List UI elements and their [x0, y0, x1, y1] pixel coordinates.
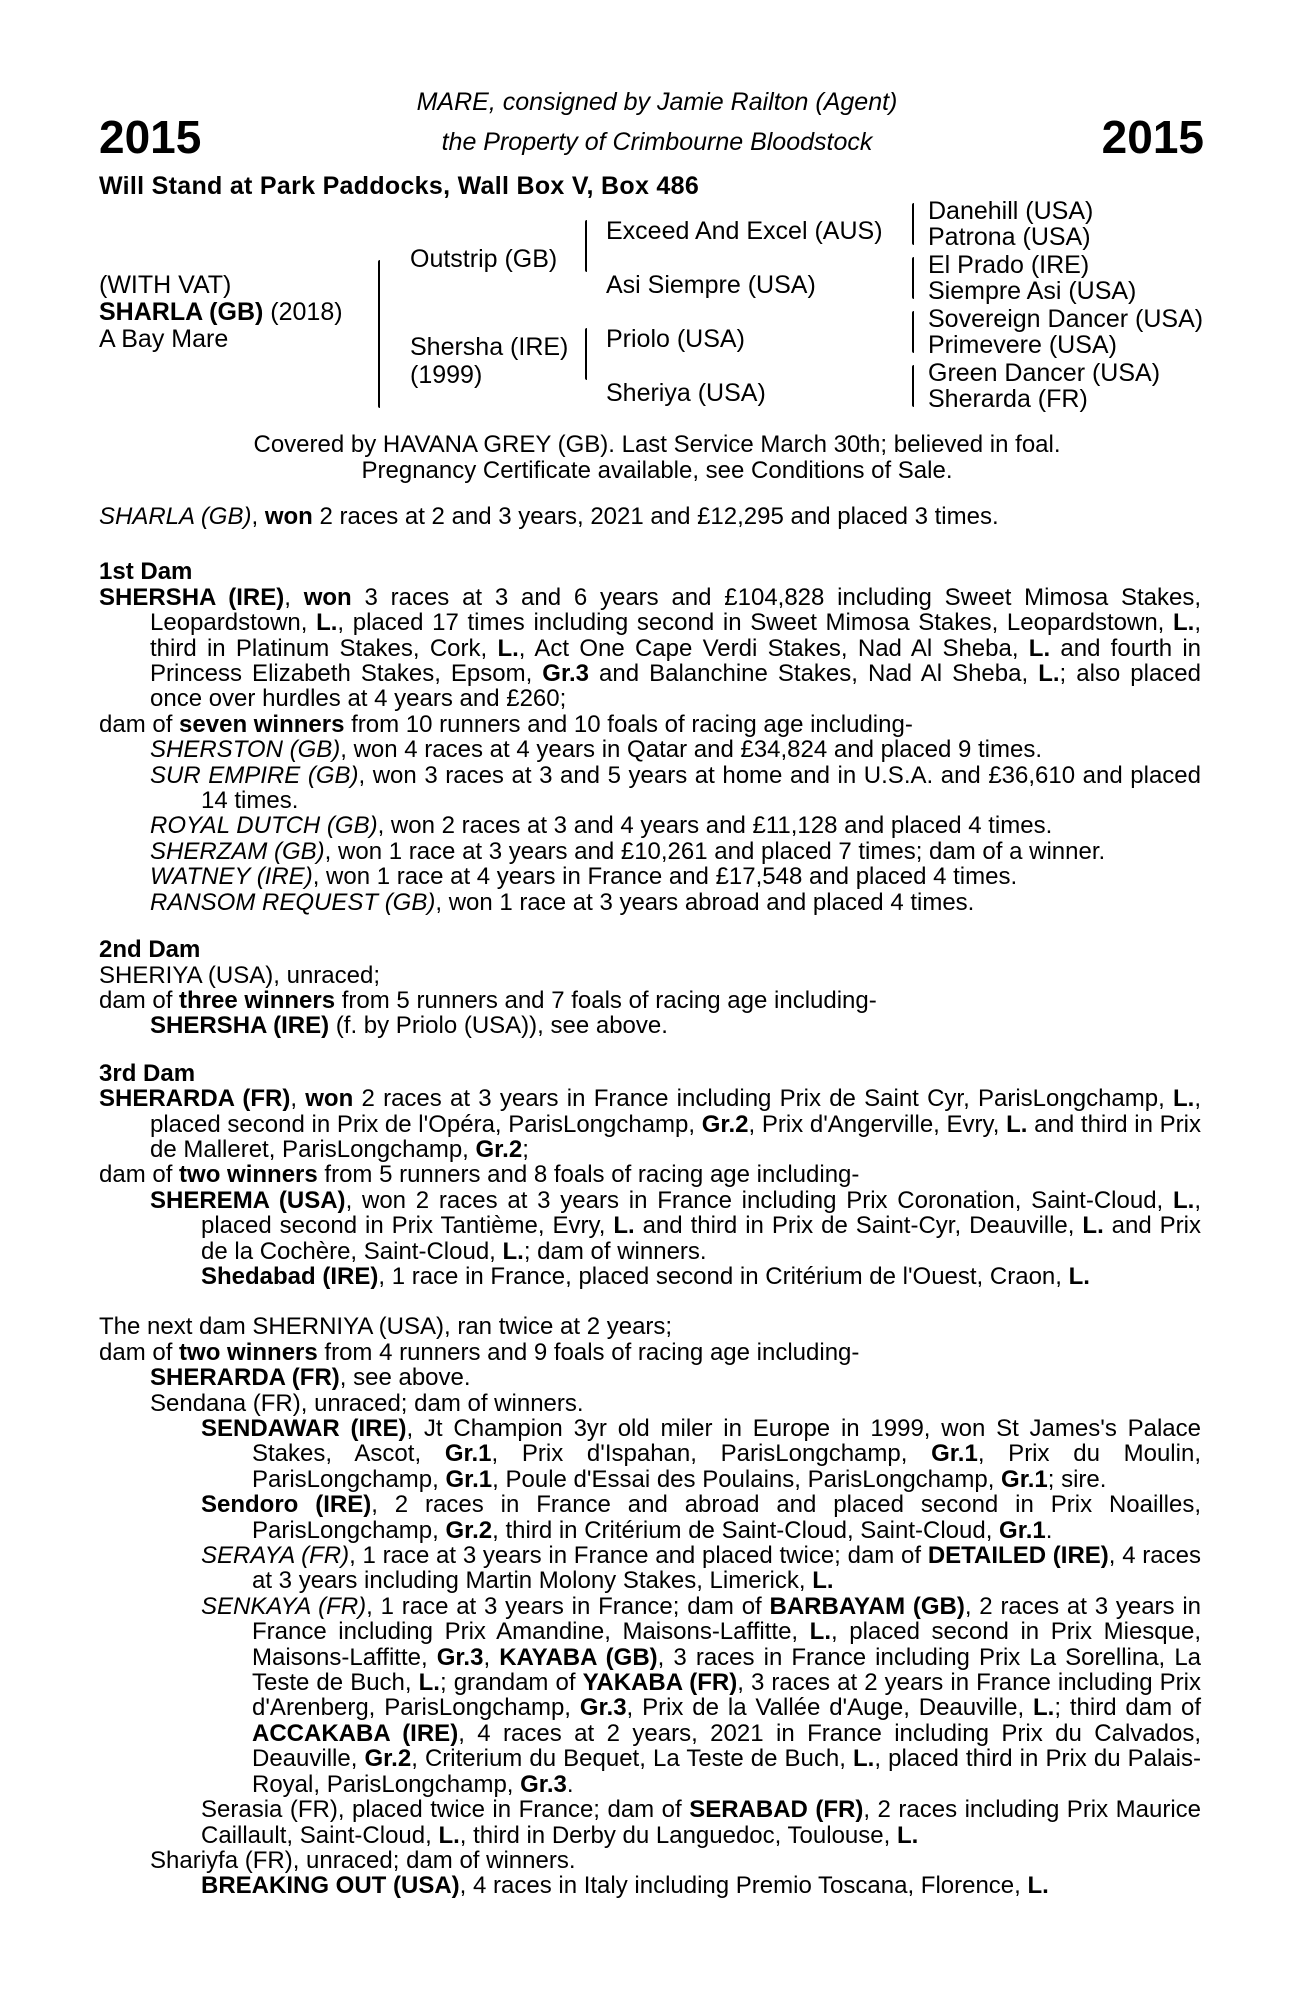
lot-number-right: 2015 — [1101, 111, 1204, 163]
group-mark: Gr.2 — [475, 1135, 523, 1163]
produce-name: SUR EMPIRE (GB) — [150, 761, 359, 789]
produce-text: , 1 race in France, placed second in Critérium de l'Ouest, Craon, — [378, 1262, 1069, 1290]
consignment-header — [0, 82, 1314, 162]
listed-mark: L. — [896, 1821, 919, 1849]
listed-mark: L. — [497, 634, 519, 662]
produce-summary-text: from 10 runners and 10 foals of racing age including- — [344, 710, 913, 738]
brace-dam — [585, 328, 587, 380]
record-text: ; — [522, 1135, 529, 1163]
record-text: , Prix d'Angerville, Evry, — [748, 1110, 1007, 1138]
pedigree-sdd: Siempre Asi (USA) — [928, 277, 1137, 305]
produce-text: and third in Prix de Saint-Cyr, Deauville, — [634, 1212, 1083, 1240]
dam-of-label: dam of — [99, 1338, 180, 1366]
pedigree-sire-dam: Asi Siempre (USA) — [606, 271, 816, 299]
pedigree-dam-year: (1999) — [410, 361, 483, 389]
produce-item — [150, 813, 1201, 838]
record-text: , Act One Cape Verdi Stakes, Nad Al Sheba, — [518, 634, 1029, 662]
group-mark: Gr.3 — [436, 1643, 484, 1671]
produce-text: , placed second in Prix Tantième, Evry, — [201, 1186, 1201, 1240]
record-text: , placed 17 times including second in Sweet Mimosa Stakes, Leopardstown, — [337, 609, 1173, 637]
group-mark: Gr.1 — [445, 1465, 493, 1493]
record-text: 3 races at 3 and 6 years and £104,828 including Sweet Mimosa Stakes, Leopardstown, — [150, 583, 1201, 637]
first-dam-won: won — [303, 583, 352, 611]
produce-text: (f. by Priolo (USA)), see above. — [329, 1012, 668, 1040]
listed-mark: L. — [812, 1567, 834, 1595]
produce-text: , 4 races in Italy including Premio Toscana, Florence, — [459, 1872, 1028, 1900]
produce-name: DETAILED (IRE) — [927, 1542, 1109, 1570]
group-mark: Gr.3 — [579, 1694, 627, 1722]
group-mark: Gr.3 — [542, 660, 589, 688]
spacer — [99, 1289, 1201, 1314]
produce-name: SHERSTON (GB) — [150, 736, 341, 764]
listed-mark: L. — [853, 1745, 875, 1773]
produce-text: . — [566, 1770, 574, 1798]
listed-mark: L. — [418, 1669, 440, 1697]
pedigree-ddd: Sherarda (FR) — [928, 385, 1088, 413]
produce-item — [150, 1797, 1201, 1848]
listed-mark: L. — [1173, 609, 1195, 637]
produce-text: , placed second in Prix Miesque, Maisons-Laffitte, — [252, 1618, 1202, 1671]
second-dam-produce-summary — [99, 988, 1201, 1013]
group-mark: Gr.2 — [445, 1516, 493, 1544]
produce-name: Shedabad (IRE) — [201, 1262, 379, 1290]
brace-ds — [912, 311, 914, 353]
pedigree-ssd: Patrona (USA) — [928, 223, 1091, 251]
third-dam-produce-summary — [99, 1162, 1201, 1187]
winners-count: two winners — [179, 1338, 318, 1366]
produce-text: , 1 race at 3 years in France; dam of — [366, 1592, 770, 1620]
pedigree-sire: Outstrip (GB) — [410, 245, 558, 273]
record-text: and third in Prix de Malleret, ParisLongchamp, — [150, 1110, 1201, 1163]
winners-count: two winners — [179, 1161, 318, 1189]
covering-note — [0, 432, 1314, 484]
record-text: 2 races at 3 years in France including Prix de Saint Cyr, ParisLongchamp, — [353, 1085, 1174, 1113]
listed-mark: L. — [1173, 1186, 1195, 1214]
horse-name: SHARLA (GB) — [99, 298, 264, 326]
produce-item — [150, 737, 1201, 762]
property-line: the Property of Crimbourne Bloodstock — [441, 128, 873, 156]
horse-year: (2018) — [263, 298, 343, 326]
produce-text: , won 4 races at 4 years in Qatar and £34,824 and placed 9 times. — [340, 736, 1043, 764]
produce-summary-text: from 5 runners and 8 foals of racing age including- — [317, 1161, 860, 1189]
brace-ss — [912, 203, 914, 245]
produce-text: , 3 races at 2 years in France including Prix d'Arenberg, ParisLongchamp, — [252, 1669, 1201, 1722]
record-text: , third in Platinum Stakes, Cork, — [150, 609, 1201, 662]
third-dam-record: SHERARDA (FR), won 2 races at 3 years in France including Prix de Saint Cyr, ParisLongchamp, L., placed second in Prix de l'Opéra, ParisLongchamp, Gr.2, Prix d'Angerville, Evry, L. and third in Prix de Malleret, ParisLongchamp, Gr.2; — [99, 1085, 1202, 1163]
group-mark: Gr.1 — [444, 1440, 492, 1468]
first-dam-heading: 1st Dam — [99, 558, 193, 586]
produce-item — [150, 1365, 1201, 1390]
listed-mark: L. — [809, 1618, 831, 1646]
produce-name: KAYABA (GB) — [499, 1643, 658, 1671]
produce-text: , 3 races in France including Prix La Sorellina, La Teste de Buch, — [252, 1643, 1202, 1697]
produce-name: BREAKING OUT (USA) — [201, 1872, 460, 1900]
produce-name: WATNEY (IRE) — [150, 863, 313, 891]
third-dam-heading: 3rd Dam — [99, 1059, 196, 1087]
produce-item: Shariyfa (FR), unraced; dam of winners. — [150, 1846, 576, 1874]
listed-mark: L. — [1033, 1694, 1055, 1722]
produce-text: ; sire. — [1047, 1465, 1107, 1493]
first-dam-produce-summary — [99, 712, 1201, 737]
produce-name: SENDAWAR (IRE) — [201, 1415, 407, 1442]
produce-text: . — [1045, 1516, 1053, 1544]
second-dam-heading: 2nd Dam — [99, 936, 201, 964]
produce-item — [150, 1188, 1201, 1264]
listed-mark: L. — [502, 1237, 524, 1265]
produce-text: , 2 races in France and abroad and placed second in Prix Noailles, ParisLongchamp, — [252, 1491, 1202, 1544]
third-dam-won: won — [305, 1085, 354, 1113]
pedigree-sire-sire: Exceed And Excel (AUS) — [606, 217, 883, 245]
racing-summary: SHARLA (GB), won 2 races at 2 and 3 years, 2021 and £12,295 and placed 3 times. — [99, 503, 999, 530]
produce-text: , Prix d'Ispahan, ParisLongchamp, — [491, 1440, 932, 1468]
next-dam-record: The next dam SHERNIYA (USA), ran twice at 2 years; — [99, 1313, 673, 1341]
produce-text: and Prix de la Cochère, Saint-Cloud, — [201, 1212, 1202, 1265]
first-dam-name: SHERSHA (IRE) — [99, 583, 285, 611]
produce-item — [201, 1492, 1201, 1543]
produce-name: SHERSHA (IRE) — [150, 1012, 330, 1040]
produce-name: RANSOM REQUEST (GB) — [150, 888, 436, 916]
produce-text: ; grandam of — [439, 1669, 583, 1697]
produce-name: SHERZAM (GB) — [150, 837, 325, 865]
summary-name: SHARLA (GB) — [99, 503, 252, 530]
produce-name: ROYAL DUTCH (GB) — [150, 812, 378, 840]
listed-mark: L. — [1068, 1262, 1090, 1290]
brace-sd — [912, 257, 914, 299]
produce-name: BARBAYAM (GB) — [769, 1592, 965, 1620]
brace-dd — [912, 365, 914, 407]
pedigree-sss: Danehill (USA) — [928, 197, 1094, 225]
group-mark: Gr.1 — [931, 1440, 978, 1468]
produce-text: , Prix du Moulin, ParisLongchamp, — [252, 1440, 1201, 1493]
dam-of-label: dam of — [99, 1161, 180, 1189]
group-mark: Gr.2 — [701, 1110, 749, 1138]
produce-text: , third in Critérium de Saint-Cloud, Saint-Cloud, — [492, 1516, 1000, 1544]
pedigree-dsd: Primevere (USA) — [928, 331, 1117, 359]
produce-text: , Jt Champion 3yr old miler in Europe in 1999, won St James's Palace Stakes, Ascot, — [252, 1415, 1201, 1468]
pedigree-body — [99, 504, 1201, 1899]
produce-name: SHEREMA (USA) — [150, 1186, 346, 1214]
lot-number-left: 2015 — [99, 111, 202, 163]
produce-name: ACCAKABA (IRE) — [252, 1719, 459, 1747]
produce-text: , won 3 races at 3 and 5 years at home and in U.S.A. and £36,610 and placed 14 times. — [201, 761, 1201, 815]
produce-name: SERAYA (FR) — [201, 1542, 350, 1570]
listed-mark: L. — [1082, 1212, 1104, 1240]
produce-item — [201, 1416, 1201, 1492]
produce-text: , 4 races at 2 years, 2021 in France including Prix du Calvados, Deauville, — [252, 1719, 1201, 1773]
pedigree-dam-dam: Sheriya (USA) — [606, 379, 766, 407]
produce-text: , third in Derby du Languedoc, Toulouse, — [459, 1821, 897, 1849]
horse-name-line — [99, 297, 343, 327]
group-mark: Gr.3 — [520, 1770, 567, 1798]
produce-item: SENKAYA (FR), 1 race at 3 years in France; dam of BARBAYAM (GB), 2 races at 3 years in France including Prix Amandine, Maisons-Laffitte, L., placed second in Prix Miesque, Maisons-Laffitte, Gr.3, KAYABA (GB), 3 races in France including Prix La Sorellina, La Teste de Buch, L.; grandam of YAKABA (FR), 3 races at 2 years in France including Prix d'Arenberg, ParisLongchamp, Gr.3, Prix de la Vallée d'Auge, Deauville, L.; third dam of ACCAKABA (IRE), 4 races at 2 years, 2021 in France including Prix du Calvados, Deauville, Gr.2, Criterium du Bequet, La Teste de Buch, L., placed third in Prix du Palais-Royal, ParisLongchamp, Gr.3. — [201, 1592, 1202, 1798]
produce-text: , won 2 races at 3 and 4 years and £11,128 and placed 4 times. — [377, 812, 1053, 840]
record-text: ; also placed once over hurdles at 4 years and £260; — [150, 660, 1201, 713]
record-text: and Balanchine Stakes, Nad Al Sheba, — [589, 660, 1039, 688]
winners-count: three winners — [179, 986, 336, 1014]
produce-summary-text: from 5 runners and 7 foals of racing age including- — [335, 986, 877, 1014]
brace-sire — [585, 220, 587, 272]
consignment-line: MARE, consigned by Jamie Railton (Agent) — [416, 88, 898, 116]
produce-text: , won 1 race at 3 years and £10,261 and placed 7 times; dam of a winner. — [324, 837, 1106, 865]
winners-count: seven winners — [179, 710, 345, 738]
produce-item — [150, 890, 1201, 915]
listed-mark: L. — [613, 1212, 635, 1240]
group-mark: Gr.2 — [364, 1745, 412, 1773]
produce-text: , won 1 race at 4 years in France and £17,548 and placed 4 times. — [312, 863, 1018, 891]
produce-text: , see above. — [339, 1364, 471, 1392]
produce-text: , Poule d'Essai des Poulains, ParisLongchamp, — [492, 1465, 1002, 1493]
pedigree-dds: Green Dancer (USA) — [928, 359, 1161, 387]
pedigree-dam: Shersha (IRE) — [410, 333, 569, 361]
produce-name: SHERARDA (FR) — [150, 1364, 340, 1392]
produce-text: , 4 races at 3 years including Martin Molony Stakes, Limerick, — [252, 1542, 1201, 1595]
produce-item — [201, 1873, 1201, 1898]
next-dam-produce-summary — [99, 1340, 1201, 1365]
second-dam-record: SHERIYA (USA), unraced; — [99, 961, 380, 989]
produce-text: ; dam of winners. — [523, 1237, 707, 1265]
record-text: , placed second in Prix de l'Opéra, ParisLongchamp, — [150, 1085, 1202, 1138]
listed-mark: L. — [1173, 1085, 1195, 1113]
pedigree-sds: El Prado (IRE) — [928, 251, 1090, 279]
produce-summary-text: from 4 runners and 9 foals of racing age including- — [317, 1338, 860, 1366]
produce-text: , placed third in Prix du Palais-Royal, ParisLongchamp, — [252, 1745, 1202, 1798]
listed-mark: L. — [316, 609, 338, 637]
produce-text: , 1 race at 3 years in France and placed twice; dam of — [349, 1542, 928, 1570]
group-mark: Gr.1 — [999, 1516, 1046, 1544]
produce-name: SERABAD (FR) — [689, 1796, 864, 1824]
third-dam-name: SHERARDA (FR) — [99, 1085, 291, 1113]
summary-text: 2 races at 2 and 3 years, 2021 and £12,295 and placed 3 times. — [312, 503, 999, 530]
produce-text: , Criterium du Bequet, La Teste de Buch, — [411, 1745, 854, 1773]
pedigree-dam-sire: Priolo (USA) — [606, 325, 745, 353]
summary-won: won — [264, 503, 313, 530]
produce-text: , Prix de la Vallée d'Auge, Deauville, — [626, 1694, 1033, 1722]
listed-mark: L. — [1028, 634, 1051, 662]
produce-item: Sendana (FR), unraced; dam of winners. — [150, 1389, 584, 1417]
listed-mark: L. — [1006, 1110, 1028, 1138]
stand-location: Will Stand at Park Paddocks, Wall Box V, Box 486 — [99, 172, 700, 200]
produce-item — [201, 1264, 1201, 1289]
vat-note: (WITH VAT) — [99, 271, 232, 299]
listed-mark: L. — [1027, 1872, 1049, 1900]
produce-text: Serasia (FR), placed twice in France; dam of — [201, 1796, 690, 1824]
produce-item — [150, 864, 1201, 889]
listed-mark: L. — [1038, 660, 1060, 688]
dam-of-label: dam of — [99, 710, 180, 738]
horse-description: A Bay Mare — [99, 325, 229, 353]
produce-item — [201, 1543, 1201, 1594]
record-text: and fourth in Princess Elizabeth Stakes, Epsom, — [150, 634, 1201, 688]
produce-item — [150, 839, 1201, 864]
produce-text: , won 2 races at 3 years in France including Prix Coronation, Saint-Cloud, — [345, 1186, 1173, 1214]
produce-text: , won 1 race at 3 years abroad and placed 4 times. — [435, 888, 975, 916]
brace-gen1 — [378, 260, 380, 408]
first-dam-record: SHERSHA (IRE), won 3 races at 3 and 6 years and £104,828 including Sweet Mimosa Stakes, Leopardstown, L., placed 17 times including second in Sweet Mimosa Stakes, Leopardstown, L., third in Platinum Stakes, Cork, L., Act One Cape Verdi Stakes, Nad Al Sheba, L. and fourth in Princess Elizabeth Stakes, Epsom, Gr.3 and Balanchine Stakes, Nad Al Sheba, L.; also placed once over hurdles at 4 years and £260; — [99, 583, 1201, 713]
produce-name: SENKAYA (FR) — [201, 1592, 367, 1620]
produce-text: ; third dam of — [1054, 1694, 1201, 1722]
produce-item — [150, 763, 1201, 814]
pedigree-table — [0, 197, 1314, 425]
produce-text: , 2 races including Prix Maurice Caillault, Saint-Cloud, — [201, 1796, 1202, 1849]
listed-mark: L. — [438, 1821, 460, 1849]
group-mark: Gr.1 — [1001, 1465, 1048, 1493]
covered-by: Covered by HAVANA GREY (GB). Last Service March 30th; believed in foal. — [253, 431, 1061, 458]
produce-name: Sendoro (IRE) — [201, 1491, 372, 1519]
produce-item — [150, 1013, 1201, 1038]
dam-of-label: dam of — [99, 986, 180, 1014]
pedigree-dss: Sovereign Dancer (USA) — [928, 305, 1204, 333]
pregnancy-certificate: Pregnancy Certificate available, see Conditions of Sale. — [361, 457, 953, 484]
produce-text: , 2 races at 3 years in France including Prix Amandine, Maisons-Laffitte, — [252, 1592, 1201, 1646]
produce-name: YAKABA (FR) — [582, 1669, 738, 1697]
